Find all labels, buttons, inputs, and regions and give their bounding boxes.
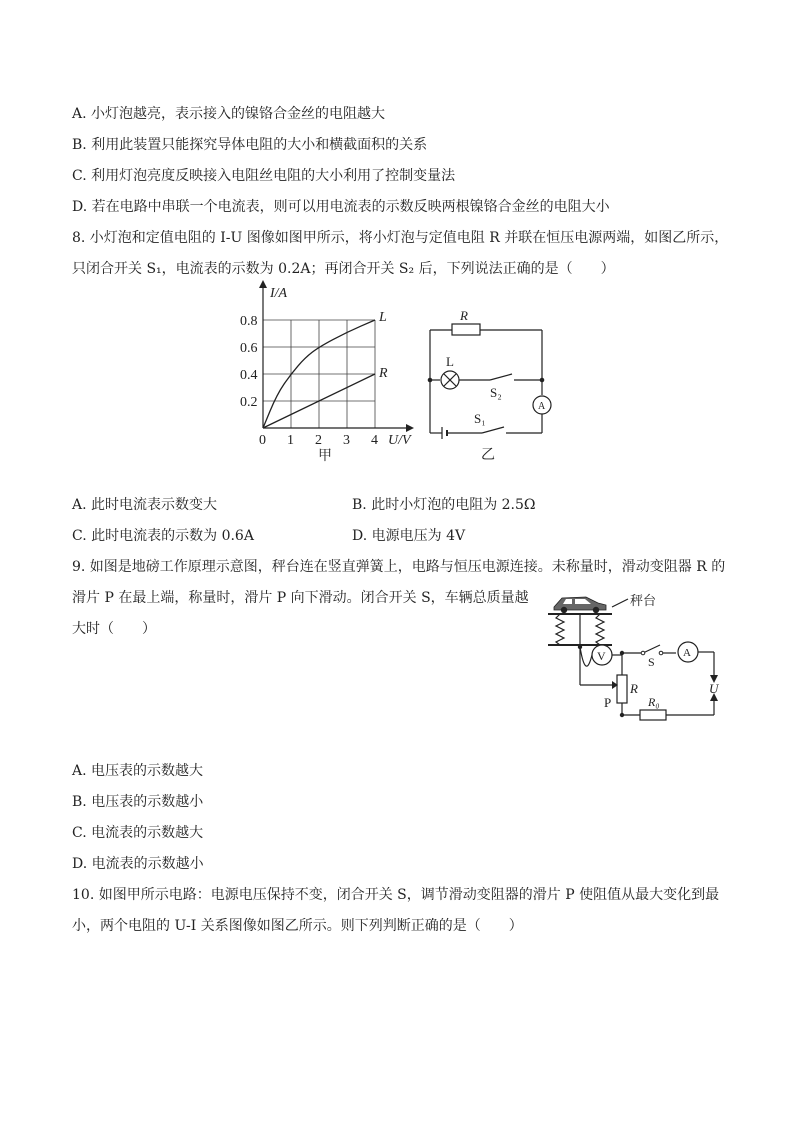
line-R-label: R (379, 366, 388, 381)
q9-option-a: A. 电压表的示数越大 (72, 763, 204, 779)
spring-left (556, 614, 564, 645)
q9-option-b: B. 电压表的示数越小 (72, 794, 204, 810)
lamp-label: L (446, 354, 454, 369)
curve-L-label: L (379, 310, 387, 325)
q9-weighbridge-figure (540, 585, 730, 725)
q7-option-d: D. 若在电路中串联一个电流表，则可以用电流表的示数反映两根镍铬合金丝的电阻大小 (72, 199, 610, 215)
x-tick-label: 0 (259, 433, 266, 448)
y-axis-arrow (259, 280, 267, 288)
q10-stem-line1: 10. 如图甲所示电路：电源电压保持不变，闭合开关 S，调节滑动变阻器的滑片 P 使阻值从最大变化到最 (72, 887, 720, 903)
x-axis-label: U/V (388, 433, 411, 448)
resistor-R0 (640, 710, 666, 720)
q8-circuit (420, 305, 560, 465)
y-tick-label: 0.8 (240, 314, 258, 329)
switch-S1 (482, 427, 504, 433)
q8-option-d: D. 电源电压为 4V (352, 528, 466, 544)
junction-right (540, 378, 545, 383)
switch1-label: S₁ (474, 411, 486, 426)
y-axis-label: I/A (270, 286, 288, 301)
q8-stem-line1: 8. 小灯泡和定值电阻的 I-U 图像如图甲所示，将小灯泡与定值电阻 R 并联在恒压电源两端，如图乙所示， (72, 230, 729, 246)
q9-stem-line1: 9. 如图是地磅工作原理示意图，秤台连在竖直弹簧上，电路与恒压电源连接。未称量时，滑动变阻器 R 的 (72, 559, 726, 575)
q7-option-c: C. 利用灯泡亮度反映接入电阻丝电阻的大小利用了控制变量法 (72, 168, 456, 184)
voltmeter-label: V (597, 649, 606, 663)
q9-option-c: C. 电流表的示数越大 (72, 825, 204, 841)
ammeter-label: A (683, 647, 691, 659)
q8-iu-graph (230, 280, 420, 465)
ammeter-label: A (538, 401, 546, 412)
x-tick-label: 2 (315, 433, 322, 448)
q9-stem-line2: 滑片 P 在最上端，称量时，滑片 P 向下滑动。闭合开关 S，车辆总质量越 (72, 590, 529, 606)
car-icon (554, 597, 606, 613)
y-tick-label: 0.2 (240, 395, 258, 410)
q9-stem-line3: 大时（ ） (72, 621, 156, 637)
q10-stem-line2: 小，两个电阻的 U-I 关系图像如图乙所示。则下列判断正确的是（ ） (72, 918, 523, 934)
q9-option-d: D. 电流表的示数越小 (72, 856, 204, 872)
circuit-caption: 乙 (481, 448, 495, 463)
platform-label: 秤台 (630, 593, 657, 608)
q8-option-a: A. 此时电流表示数变大 (72, 497, 218, 513)
y-tick-labels (240, 314, 258, 410)
x-tick-label: 3 (343, 433, 350, 448)
y-tick-label: 0.4 (240, 368, 258, 383)
resistor-label: R (630, 681, 638, 696)
r0-label: R₀ (648, 695, 660, 709)
source-label: U (709, 681, 719, 696)
y-tick-label: 0.6 (240, 341, 258, 356)
resistor-R (452, 324, 480, 335)
switch-label: S (648, 655, 655, 669)
resistor-label: R (460, 308, 468, 323)
spring-right (596, 614, 604, 645)
x-axis-arrow (406, 424, 414, 432)
x-tick-labels (259, 433, 378, 448)
graph-caption: 甲 (318, 449, 332, 464)
switch-S (643, 645, 660, 653)
junction-left (428, 378, 433, 383)
q8-option-c: C. 此时电流表的示数为 0.6A (72, 528, 254, 544)
switch-S2 (490, 374, 512, 380)
x-tick-label: 1 (287, 433, 294, 448)
x-tick-label: 4 (371, 433, 378, 448)
q7-option-a: A. 小灯泡越亮，表示接入的镍铬合金丝的电阻越大 (72, 106, 386, 122)
rheostat-R (617, 675, 627, 703)
q8-option-b: B. 此时小灯泡的电阻为 2.5Ω (352, 497, 536, 513)
switch2-label: S₂ (490, 385, 502, 400)
graph-grid (263, 320, 375, 428)
q8-stem-line2: 只闭合开关 S₁，电流表的示数为 0.2A；再闭合开关 S₂ 后，下列说法正确的是（ ） (72, 261, 615, 277)
slider-label: P (604, 695, 612, 710)
q7-option-b: B. 利用此装置只能探究导体电阻的大小和横截面积的关系 (72, 137, 428, 153)
